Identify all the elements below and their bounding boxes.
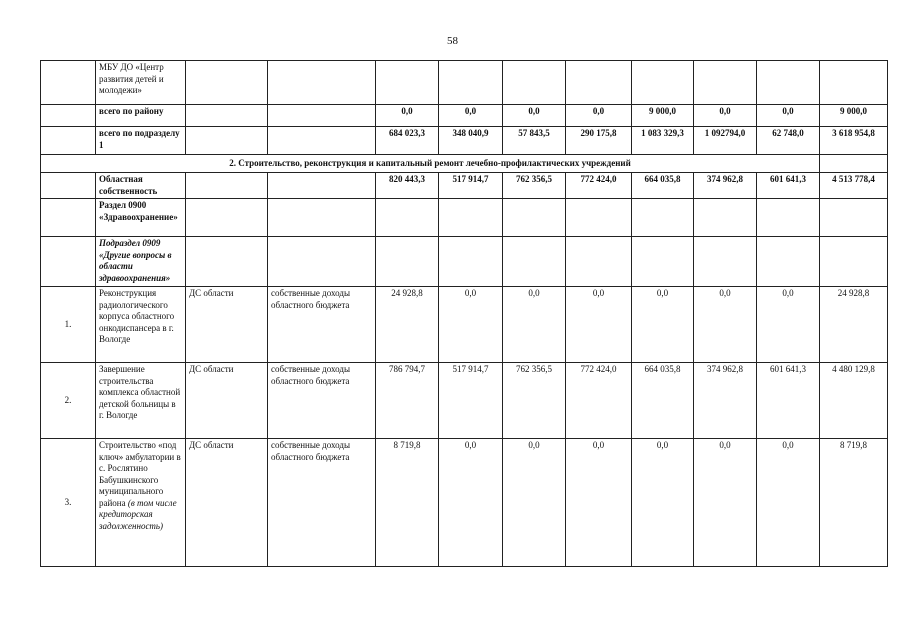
value-cell: 374 962,8 (694, 363, 757, 439)
value-cell: 786 794,7 (376, 363, 439, 439)
object-name: Областная собственность (96, 173, 186, 199)
value-cell: 762 356,5 (503, 363, 566, 439)
funding-source (268, 61, 376, 105)
table-row (41, 199, 888, 237)
value-cell (566, 199, 632, 237)
value-cell: 0,0 (503, 439, 566, 567)
value-cell (503, 237, 566, 287)
total-cell: 8 719,8 (820, 439, 888, 567)
table-row (41, 287, 888, 363)
value-cell: 374 962,8 (694, 173, 757, 199)
performer (186, 105, 268, 127)
performer (186, 237, 268, 287)
value-cell (694, 237, 757, 287)
value-cell: 0,0 (566, 287, 632, 363)
funding-source (268, 105, 376, 127)
value-cell (503, 199, 566, 237)
value-cell (439, 237, 503, 287)
row-number: 3. (41, 439, 96, 567)
performer (186, 199, 268, 237)
performer: ДС области (186, 287, 268, 363)
object-name: МБУ ДО «Центр развития детей и молодежи» (96, 61, 186, 105)
total-cell: 4 480 129,8 (820, 363, 888, 439)
value-cell: 601 641,3 (757, 363, 820, 439)
value-cell: 0,0 (439, 105, 503, 127)
value-cell: 0,0 (376, 105, 439, 127)
value-cell: 0,0 (757, 105, 820, 127)
value-cell (376, 199, 439, 237)
value-cell: 517 914,7 (439, 363, 503, 439)
row-number (41, 61, 96, 105)
value-cell: 0,0 (632, 287, 694, 363)
object-name: Подраздел 0909 «Другие вопросы в области здравоохранения» (96, 237, 186, 287)
value-cell (503, 61, 566, 105)
value-cell (439, 199, 503, 237)
value-cell: 24 928,8 (376, 287, 439, 363)
value-cell (566, 61, 632, 105)
funding-source (268, 173, 376, 199)
value-cell: 0,0 (694, 439, 757, 567)
value-cell: 0,0 (694, 105, 757, 127)
value-cell: 0,0 (694, 287, 757, 363)
performer: ДС области (186, 363, 268, 439)
value-cell: 290 175,8 (566, 127, 632, 155)
value-cell: 62 748,0 (757, 127, 820, 155)
table-row (41, 363, 888, 439)
section-title: 2. Строительство, реконструкция и капитальный ремонт лечебно-профилактических учреждений (41, 155, 820, 173)
funding-source (268, 237, 376, 287)
funding-source: собственные доходы областного бюджета (268, 287, 376, 363)
value-cell (757, 61, 820, 105)
row-number (41, 173, 96, 199)
value-cell: 0,0 (503, 287, 566, 363)
value-cell: 0,0 (757, 287, 820, 363)
table-row (41, 173, 888, 199)
table-row (41, 105, 888, 127)
page-number: 58 (447, 35, 458, 47)
object-name-cell (96, 439, 186, 567)
value-cell: 0,0 (566, 105, 632, 127)
row-number: 2. (41, 363, 96, 439)
total-cell: 4 513 778,4 (820, 173, 888, 199)
object-name: Реконструкция радиологического корпуса областного онкодиспансера в г. Вологде (96, 287, 186, 363)
object-name: Строительство «под ключ» амбулатории в с. Рослятино Бабушкинского муниципального района (99, 440, 181, 508)
value-cell: 684 023,3 (376, 127, 439, 155)
value-cell (439, 61, 503, 105)
total-cell: 9 000,0 (820, 105, 888, 127)
value-cell (757, 237, 820, 287)
performer (186, 127, 268, 155)
value-cell: 1 083 329,3 (632, 127, 694, 155)
value-cell (694, 61, 757, 105)
value-cell: 0,0 (439, 287, 503, 363)
section-row (41, 155, 888, 173)
table-row (41, 61, 888, 105)
table-row (41, 127, 888, 155)
value-cell: 0,0 (757, 439, 820, 567)
value-cell: 0,0 (503, 105, 566, 127)
performer (186, 173, 268, 199)
value-cell: 9 000,0 (632, 105, 694, 127)
object-name: всего по подразделу 1 (96, 127, 186, 155)
value-cell (694, 199, 757, 237)
value-cell (632, 199, 694, 237)
total-cell: 3 618 954,8 (820, 127, 888, 155)
funding-source (268, 199, 376, 237)
object-name: всего по району (96, 105, 186, 127)
row-number (41, 105, 96, 127)
value-cell (376, 237, 439, 287)
total-cell (820, 199, 888, 237)
value-cell (566, 237, 632, 287)
total-cell (820, 155, 888, 173)
value-cell: 664 035,8 (632, 363, 694, 439)
total-cell (820, 61, 888, 105)
row-number (41, 237, 96, 287)
table-row (41, 237, 888, 287)
funding-source (268, 127, 376, 155)
value-cell: 517 914,7 (439, 173, 503, 199)
value-cell: 664 035,8 (632, 173, 694, 199)
object-name: Завершение строительства комплекса областной детской больницы в г. Вологде (96, 363, 186, 439)
value-cell: 0,0 (566, 439, 632, 567)
value-cell: 601 641,3 (757, 173, 820, 199)
total-cell: 24 928,8 (820, 287, 888, 363)
row-number: 1. (41, 287, 96, 363)
value-cell (632, 237, 694, 287)
value-cell (632, 61, 694, 105)
value-cell: 820 443,3 (376, 173, 439, 199)
performer: ДС области (186, 439, 268, 567)
value-cell (376, 61, 439, 105)
table-row (41, 439, 888, 567)
row-number (41, 127, 96, 155)
object-name: Раздел 0900 «Здравоохранение» (96, 199, 186, 237)
row-number (41, 199, 96, 237)
value-cell: 772 424,0 (566, 173, 632, 199)
value-cell (757, 199, 820, 237)
value-cell: 762 356,5 (503, 173, 566, 199)
value-cell: 348 040,9 (439, 127, 503, 155)
budget-table (40, 60, 888, 567)
performer (186, 61, 268, 105)
funding-source: собственные доходы областного бюджета (268, 363, 376, 439)
value-cell: 1 092794,0 (694, 127, 757, 155)
value-cell: 0,0 (439, 439, 503, 567)
value-cell: 57 843,5 (503, 127, 566, 155)
value-cell: 8 719,8 (376, 439, 439, 567)
value-cell: 0,0 (632, 439, 694, 567)
total-cell (820, 237, 888, 287)
funding-source: собственные доходы областного бюджета (268, 439, 376, 567)
value-cell: 772 424,0 (566, 363, 632, 439)
object-name-note: (в том числе кредиторская задолженность) (99, 497, 177, 531)
